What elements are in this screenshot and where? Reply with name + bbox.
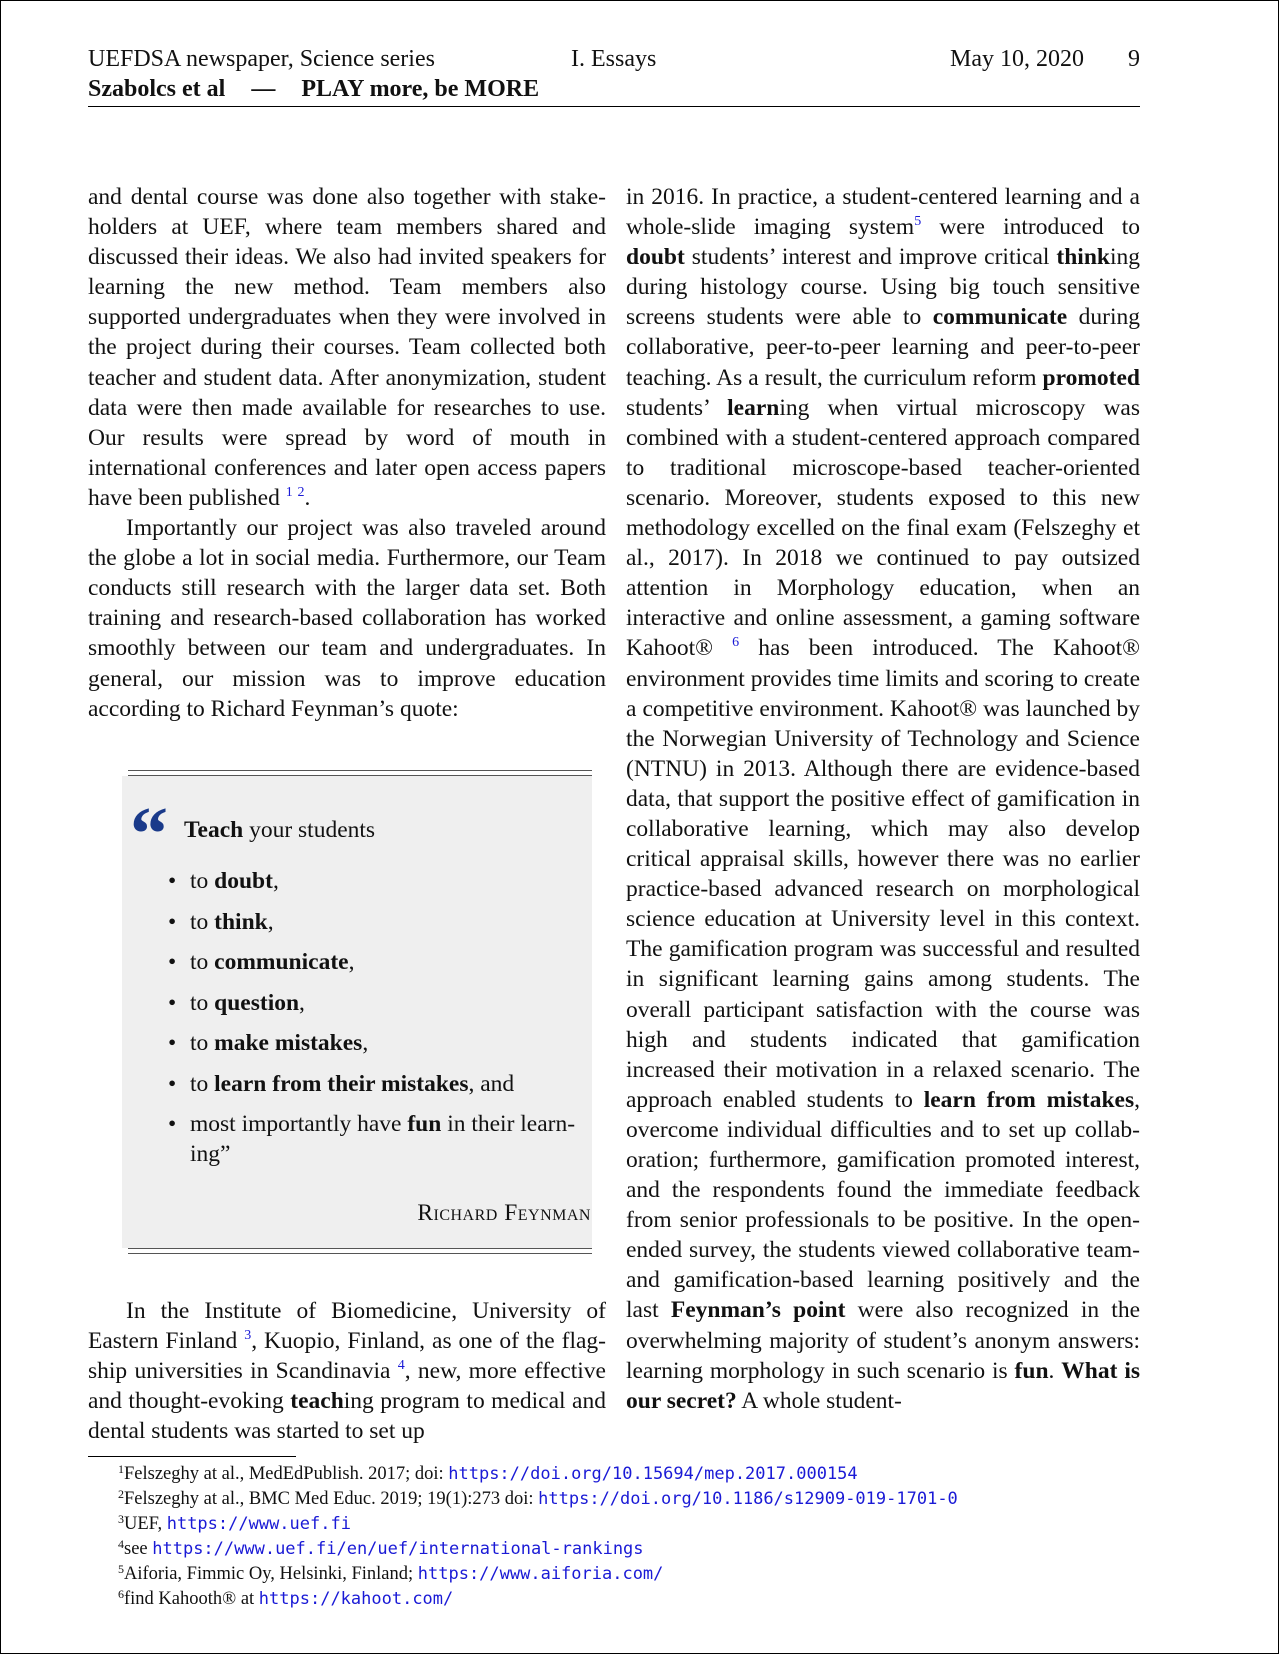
- quote-list-item: • to think,: [168, 907, 588, 937]
- quote-list-item: • to communicate,: [168, 947, 588, 977]
- footnote-ref[interactable]: 6: [732, 635, 740, 651]
- quote-intro-text: your students: [243, 817, 376, 843]
- quote-intro-bold: Teach: [184, 817, 244, 843]
- footnote: $^3$UEF, https://www.uef.fi: [118, 1512, 351, 1534]
- footnote-link[interactable]: https://www.uef.fi/en/uef/international-rankings: [152, 1539, 644, 1559]
- quote-author: Richard Feynman: [417, 1200, 591, 1226]
- header-rule: [88, 106, 1140, 107]
- publication-name: UEFDSA newspaper, Science series: [88, 46, 435, 72]
- running-header: [88, 44, 1140, 104]
- quote-list-item: • to doubt,: [168, 866, 588, 896]
- footnote-ref[interactable]: 3: [244, 1328, 252, 1344]
- quote-list-item: • to learn from their mistakes, and: [168, 1069, 588, 1099]
- quote-list: [168, 866, 588, 1180]
- footnote-ref[interactable]: 4: [397, 1358, 405, 1374]
- footnote: $^4$see https://www.uef.fi/en/uef/international-rankings: [118, 1537, 644, 1559]
- quote-list-item: • most importantly have fun in their learning”: [168, 1109, 588, 1169]
- footnote-rule: [88, 1456, 296, 1457]
- paragraph: In the Institute of Biomedicine, University of Eastern Finland $^3$, Kuopio, Finland, as one of the flag-ship universities in Scandinavia $^4$, new, more effective and thought-evoking teaching program to medical and dental students was started to set up: [88, 1298, 606, 1445]
- right-column: [626, 182, 1140, 1416]
- footnote-link[interactable]: https://kahoot.com/: [258, 1589, 454, 1609]
- footnote-link[interactable]: https://www.aiforia.com/: [417, 1564, 664, 1584]
- quote-mark-icon: “: [130, 792, 168, 876]
- quote-intro: [184, 815, 375, 845]
- header-separator: —: [251, 76, 276, 102]
- paragraph: Importantly our project was also traveled around the globe a lot in social media. Furthermore, our Team conducts still research with the larger data set. Both training and research-based collaboration has worked smoothly between our team and undergraduates. In general, our mission was to improve education according to Richard Feynman’s quote:: [88, 515, 606, 722]
- article-title: PLAY more, be MORE: [301, 76, 540, 102]
- paragraph: [88, 182, 606, 513]
- section-name: I. Essays: [571, 46, 657, 72]
- footnote-link[interactable]: https://doi.org/10.1186/s12909-019-1701-0: [538, 1489, 958, 1509]
- footnotes: [118, 1462, 1138, 1612]
- footnote: $^5$Aiforia, Fimmic Oy, Helsinki, Finland; https://www.aiforia.com/: [118, 1562, 664, 1584]
- paragraph-text: .: [304, 484, 311, 511]
- left-column-bottom: [88, 1296, 606, 1446]
- footnote: $^6$find Kahooth® at https://kahoot.com/: [118, 1587, 454, 1609]
- footnote-link[interactable]: https://doi.org/10.15694/mep.2017.000154: [448, 1464, 858, 1484]
- quote-list-item: • to make mistakes,: [168, 1028, 588, 1058]
- quote-list-item: • to question,: [168, 988, 588, 1018]
- footnote: $^1$Felszeghy at al., MedEdPublish. 2017; doi: https://doi.org/10.15694/mep.2017.000154: [118, 1462, 858, 1484]
- page-number: 9: [1128, 46, 1140, 72]
- quote-top-rule: [128, 770, 592, 776]
- footnote-ref[interactable]: 1: [285, 484, 293, 500]
- issue-date: May 10, 2020: [950, 46, 1084, 72]
- authors: Szabolcs et al: [88, 76, 226, 102]
- footnote-ref[interactable]: 2: [297, 484, 305, 500]
- footnote: $^2$Felszeghy at al., BMC Med Educ. 2019; 19(1):273 doi: https://doi.org/10.1186/s12909-019-1701-0: [118, 1487, 958, 1509]
- header-row-2: [88, 74, 1140, 104]
- paragraph: in 2016. In practice, a student-centered learning and a whole-slide imaging system$^5$ were introduced to doubt students’ interest and improve critical thinking during histology course. Using big touch sensitive screens students were able to communicate during collaborative, peer-to-peer learning and peer-to-peer teaching. As a result, the curriculum reform promoted students’ learning when virtual microscopy was combined with a student-centered approach compared to traditional microscope-based teacher-oriented scenario. Moreover, students exposed to this new methodology excelled on the final exam (Felszeghy et al., 2017). In 2018 we continued to pay outsized attention in Morphology education, when an interactive and online assessment, a gaming software Kahoot® $^6$ has been introduced. The Kahoot® environment provides time limits and scoring to create a competitive environment. Kahoot® was launched by the Norwegian University of Technology and Science (NTNU) in 2013. Although there are evidence-based data, that support the positive effect of gamification in collaborative learning, which may also develop critical appraisal skills, however there was no earlier practice-based advanced research on morphological science education at University level in this context. The gamification program was successful and resulted in significant learning gains among students. The overall participant satisfaction with the course was high and students indicated that gamification increased their motivation in a relaxed scenario. The approach enabled students to learn from mistakes, overcome individual difficulties and to set up collaboration; furthermore, gamification promoted interest, and the respondents found the immediate feedback from senior professionals to be positive. In the open-ended survey, the students viewed collaborative team- and gamification-based learning positively and the last Feynman’s point were also recognized in the overwhelming majority of student’s anonym answers: learning morphology in such scenario is fun. What is our secret? A whole student-: [626, 184, 1141, 1414]
- paragraph-text: and dental course was done also together with stakeholders at UEF, where team members shared and discussed their ideas. We also had invited speakers for learning the new method. Team members also supported undergraduates when they were involved in the project during their courses. Team collected both teacher and student data. After anonymization, student data were then made available for researches to use. Our results were spread by word of mouth in international conferences and later open access papers have been published: [88, 184, 606, 511]
- header-row-1: [88, 44, 1140, 74]
- footnote-ref[interactable]: 5: [914, 214, 922, 230]
- footnote-link[interactable]: https://www.uef.fi: [166, 1514, 351, 1534]
- left-column-top: [88, 182, 606, 724]
- quote-bottom-rule: [128, 1248, 592, 1254]
